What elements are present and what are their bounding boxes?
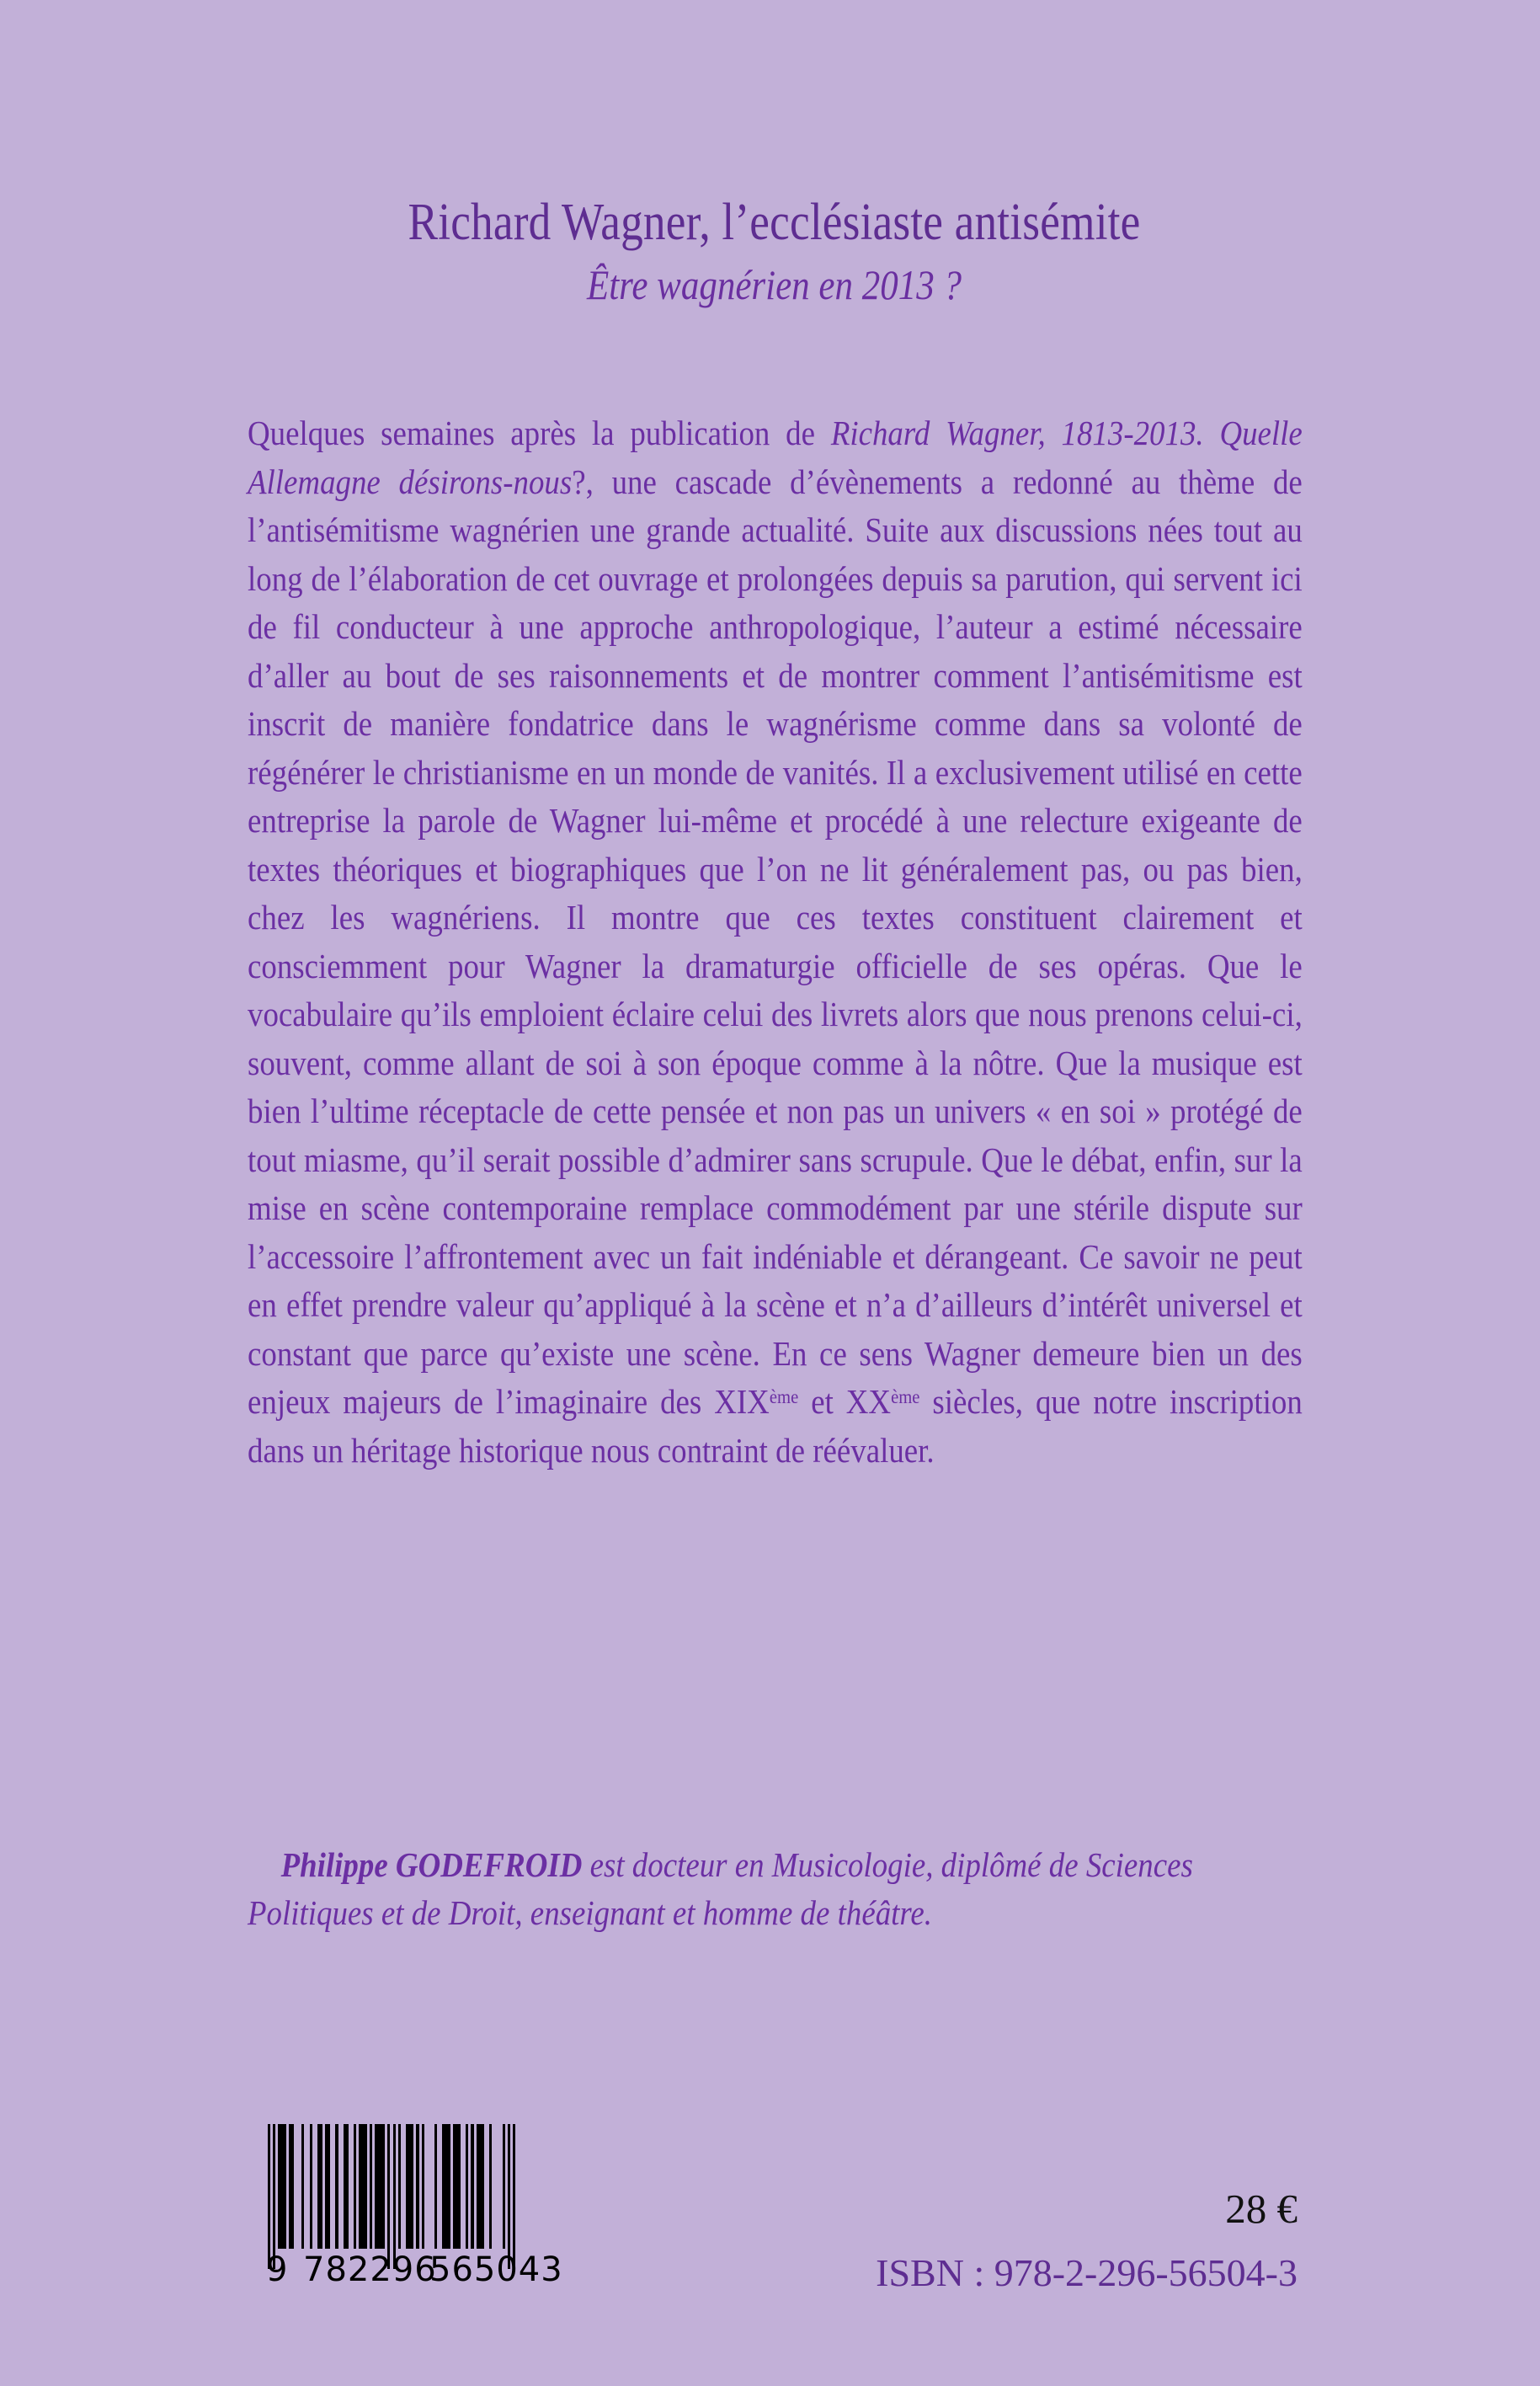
ordinal-suffix-19: ème [769,1386,799,1408]
blurb-text [248,409,1303,1475]
blurb-segment-4: siècles, que notre inscription dans un héritage historique nous contraint de réévaluer. [248,1382,1303,1470]
barcode [268,2124,571,2287]
blurb-segment-2: ?, une cascade d’évènements a redonné au thème de l’antisémitisme wagnérien une grande actualité. Suite aux discussions nées tout au long de l’élaboration de cet ouvrage et prolongées depuis sa parution, qui servent ici de fil conducteur à une approche anthropologique, l’auteur a estimé nécessaire d’aller au bout de ses raisonnements et de montrer comment l’antisémitisme est inscrit de manière fondatrice dans le wagnérisme comme dans sa volonté de régénérer le christianisme en un monde de vanités. Il a exclusivement utilisé en cette entreprise la parole de Wagner lui-même et procédé à une relecture exigeante de textes théoriques et biographiques que l’on ne lit généralement pas, ou pas bien, chez les wagnériens. Il montre que ces textes constituent clairement et consciemment pour Wagner la dramaturgie officielle de ses opéras. Que le vocabulaire qu’ils emploient éclaire celui des livrets alors que nous prenons celui-ci, souvent, comme allant de soi à son époque comme à la nôtre. Que la musique est bien l’ultime réceptacle de cette pensée et non pas un univers « en soi » protégé de tout miasme, qu’il serait possible d’admirer sans scrupule. Que le débat, enfin, sur la mise en scène contemporaine remplace commodément par une stérile dispute sur l’accessoire l’affrontement avec un fait indéniable et dérangeant. Ce savoir ne peut en effet prendre valeur qu’appliqué à la scène et n’a d’ailleurs d’intérêt universel et constant que parce qu’existe une scène. En ce sens Wagner demeure bien un des enjeux majeurs de l’imaginaire des XIX [248,462,1303,1421]
blurb-segment-1: Quelques semaines après la publication de [248,414,831,452]
author-biography-text: est docteur en Musicologie, diplômé de Sciences Politiques et de Droit, enseignant et homme de théâtre. [248,1845,1193,1932]
blurb-paragraph [248,409,1303,1475]
blurb-segment-3: et XX [798,1382,892,1421]
blurb-cited-title: Richard Wagner, 1813-2013. Quelle Allemagne désirons-nous [248,414,1303,501]
title-block [248,195,1301,310]
author-name: Philippe GODEFROID [280,1845,583,1884]
page-title: Richard Wagner, l’ecclésiaste antisémite [408,194,1141,251]
barcode-bars [268,2124,571,2249]
barcode-right-digits: 565043 [429,2250,563,2289]
barcode-digits [268,2250,571,2287]
barcode-left-digits: 782296 [303,2250,437,2289]
ordinal-suffix-20: ème [891,1386,920,1408]
price-label: 28 € [1225,2186,1298,2232]
barcode-lead-digit: 9 [266,2250,289,2289]
isbn-label: ISBN : 978-2-296-56504-3 [876,2251,1298,2294]
author-biography [248,1841,1303,1937]
page-subtitle: Être wagnérien en 2013 ? [586,261,962,309]
